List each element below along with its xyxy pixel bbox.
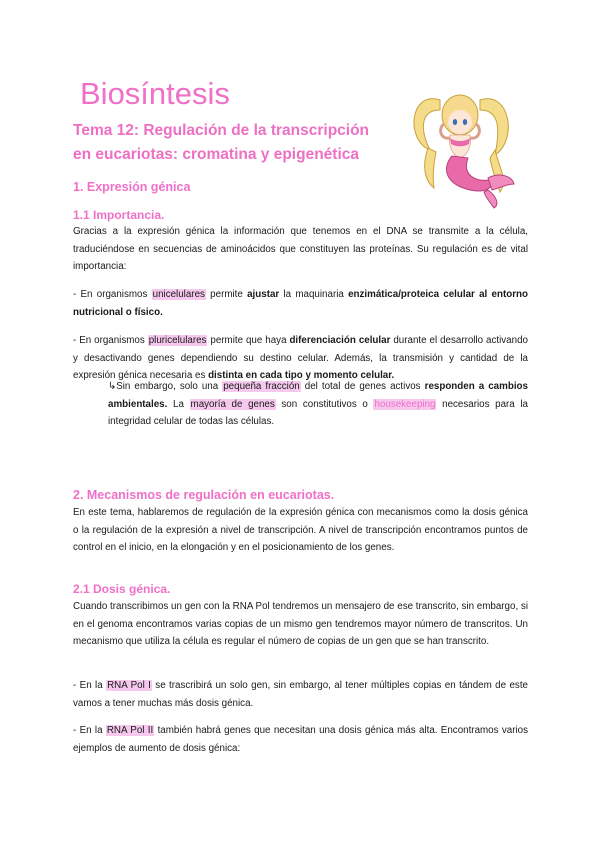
text-run: son constitutivos o [275,398,374,410]
text-run: - En la [73,680,107,691]
bold-run: responden a cambios ambientales. [108,381,528,410]
text-run: se trascribirá un solo gen, sin embargo, al tener múltiples copias en tándem de este vamos a tener muchas más dosis génica. [73,680,528,709]
paragraph-mecanismos: En este tema, hablaremos de regulación de la expresión génica con mecanismos como la dosis génica o la regulación de la expresión a nivel de transcripción. A nivel de transcripción encontramos puntos de control en el inicio, en la elongación y en el posicionamiento de los genes. [73,507,528,553]
text-run: también habrá genes que necesitan una dosis génica más alta. Encontramos varios ejemplos de aumento de dosis génica: [73,725,528,754]
text-run: permite que haya [207,335,290,346]
bold-run: ajustar [247,289,280,300]
bullet-unicelulares [73,286,528,321]
paragraph-dosis-genica: Cuando transcribimos un gen con la RNA Pol tendremos un mensajero de ese transcrito, sin embargo, si en el genoma encontramos varias copias de un mismo gen tendremos mayor número de transcritos. Un mecanismo que utiliza la célula es regular el número de copias de un gen que se han transcrito. [73,601,528,647]
bullet-rna-pol-ii [73,722,528,757]
subsection-heading-1-1: 1.1 Importancia. [73,208,165,222]
section-heading-1: 1. Expresión génica [73,180,191,194]
highlight-pequena-fraccion: pequeña fracción [223,381,300,392]
highlight-rna-pol-i: RNA Pol I [107,680,151,691]
bullet-pluricelulares [73,332,528,385]
text-run: durante el desarrollo activando y desactivando genes dependiendo su destino celular. Además, la transmisión y cantidad de la expresión génica necesaria es [73,335,528,381]
document-title: Biosíntesis [80,76,230,111]
mermaid-illustration [400,80,520,210]
text-run: - En la [73,725,106,736]
bullet-sin-embargo [108,378,528,431]
text-run: necesarios para la integridad celular de todas las células. [108,398,528,427]
highlight-unicelulares: unicelulares [152,289,205,300]
text-run: la maquinaria [279,289,349,300]
text-run: ↳Sin embargo, solo una [108,381,223,392]
text-run: - En organismos [73,289,152,300]
highlight-mayoria-genes: mayoría de genes [190,398,275,410]
bold-run: enzimática/proteica celular al entorno nutricional o físico. [73,289,528,318]
paragraph-importance: Gracias a la expresión génica la información que tenemos en el DNA se transmite a la célula, traduciéndose en secuencias de aminoácidos que constituyen las proteínas. Su regulación es de vital importancia: [73,226,528,272]
section-heading-2: 2. Mecanismos de regulación en eucariotas. [73,488,335,502]
document-subtitle: Tema 12: Regulación de la transcripción en eucariotas: cromatina y epigenética [73,122,370,163]
text-run: permite [205,289,248,300]
bold-run: distinta en cada tipo y momento celular. [208,370,395,381]
subsection-heading-2-1: 2.1 Dosis génica. [73,582,171,596]
highlight-housekeeping: housekeeping [374,398,436,410]
text-run: La [167,398,190,410]
text-run: del total de genes activos [300,381,425,392]
bold-run: diferenciación celular [289,335,391,346]
bullet-rna-pol-i [73,677,528,712]
highlight-rna-pol-ii: RNA Pol II [106,725,154,736]
highlight-pluricelulares: pluricelulares [148,335,207,346]
text-run: - En organismos [73,335,148,346]
